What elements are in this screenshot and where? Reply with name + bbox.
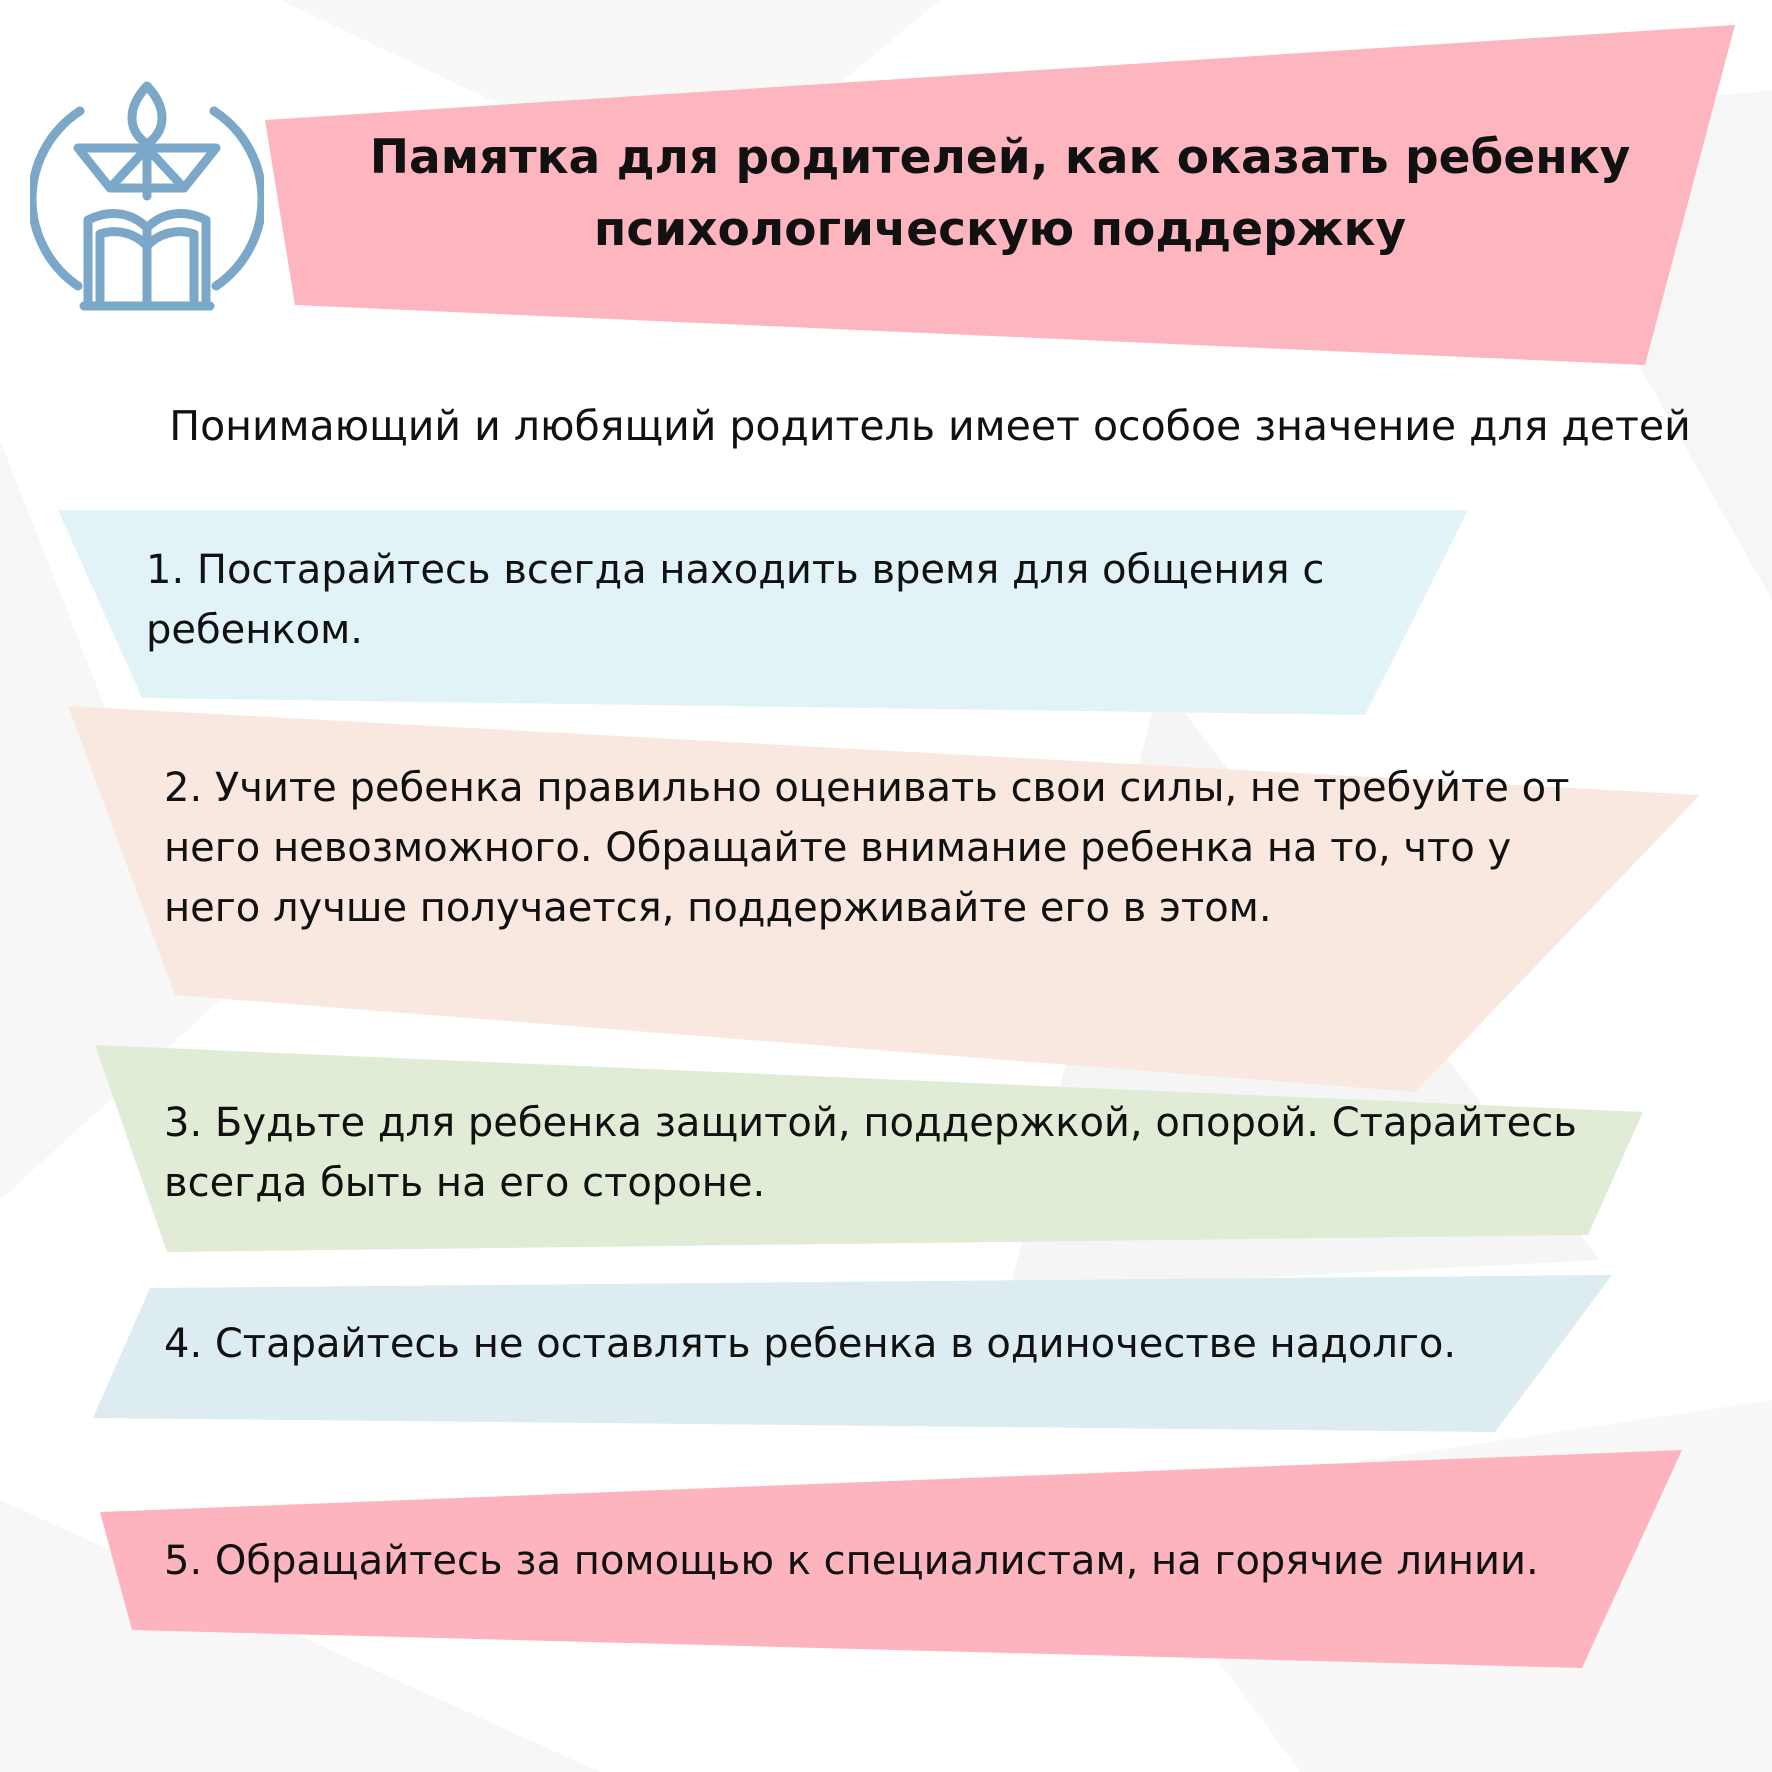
- list-item-3: 3. Будьте для ребенка защитой, поддержкой, опорой. Старайтесь всегда быть на его стороне.: [164, 1100, 1577, 1206]
- title-line-2: психологическую поддержку: [593, 202, 1407, 257]
- page-title: [360, 122, 1640, 266]
- list-item-1: 1. Постарайтесь всегда находить время для общения с ребенком.: [146, 547, 1325, 653]
- list-item-4: 4. Старайтесь не оставлять ребенка в одиночестве надолго.: [164, 1321, 1457, 1367]
- subtitle: Понимающий и любящий родитель имеет особое значение для детей: [169, 402, 1691, 450]
- list-item-2: 2. Учите ребенка правильно оценивать свои силы, не требуйте от него невозможного. Обращайте внимание ребенка на то, что у него лучше получается, поддерживайте его в этом.: [164, 765, 1570, 931]
- list-item-5: 5. Обращайтесь за помощью к специалистам, на горячие линии.: [164, 1538, 1539, 1584]
- logo-flower-book-icon: [30, 78, 264, 312]
- title-line-1: Памятка для родителей, как оказать ребенку: [369, 130, 1631, 185]
